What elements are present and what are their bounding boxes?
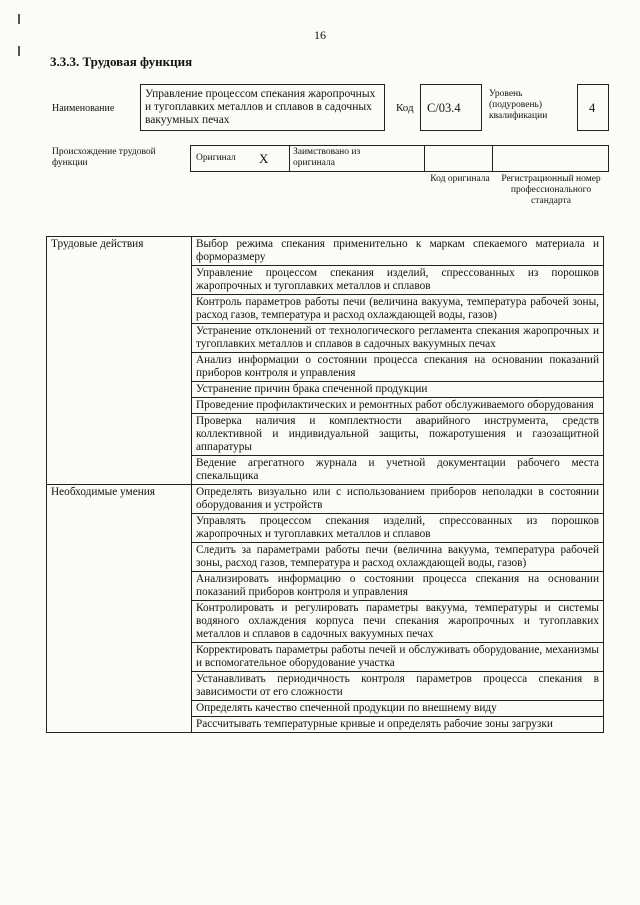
original-mark: X	[259, 151, 269, 166]
labor-actions-heading: Трудовые действия	[47, 237, 192, 485]
labor-action-item: Ведение агрегатного журнала и учетной документации рабочего места спекальщика	[192, 456, 604, 485]
function-name-box	[140, 84, 385, 131]
labor-action-item: Выбор режима спекания применительно к маркам спекаемого материала и форморазмеру	[192, 237, 604, 266]
level-value: 4	[589, 101, 596, 115]
code-label: Код	[396, 102, 414, 114]
labor-action-item: Устранение отклонений от технологического регламента спекания жаропрочных и тугоплавких металлов и сплавов в садочных вакуумных печах	[192, 324, 604, 353]
skill-item: Управлять процессом спекания изделий, спрессованных из порошков жаропрочных и тугоплавких металлов и сплавов	[192, 514, 604, 543]
borrowed-cell	[289, 145, 425, 172]
labor-action-item: Проверка наличия и комплектности аварийного инструмента, средств коллективной и индивидуальной защиты, пожаротушения и газозащитной аппаратуры	[192, 414, 604, 456]
margin-mark	[18, 14, 20, 24]
skill-item: Следить за параметрами работы печи (величина вакуума, температура рабочей зоны, расход газов, температура и расход охлаждающей воды, газов)	[192, 543, 604, 572]
labor-action-item: Управление процессом спекания изделий, спрессованных из порошков жаропрочных и тугоплавких металлов и сплавов	[192, 266, 604, 295]
registration-number-cell	[492, 145, 609, 172]
labor-function-table	[46, 236, 604, 733]
registration-number-caption: Регистрационный номер профессионального стандарта	[501, 174, 601, 206]
level-label: Уровень (подуровень) квалификации	[489, 89, 548, 121]
origin-label: Происхождение трудовой функции	[52, 147, 156, 168]
skill-item: Корректировать параметры работы печей и обслуживать оборудование, механизмы и вспомогательное оборудование участка	[192, 643, 604, 672]
skill-item: Рассчитывать температурные кривые и определять рабочие зоны загрузки	[192, 717, 604, 733]
code-box	[420, 84, 482, 131]
page-number: 16	[314, 28, 326, 42]
margin-mark	[18, 46, 20, 56]
original-label: Оригинал	[196, 153, 236, 163]
labor-action-item: Проведение профилактических и ремонтных работ обслуживаемого оборудования	[192, 398, 604, 414]
required-skills-row	[47, 485, 604, 514]
original-code-caption: Код оригинала	[430, 174, 490, 184]
section-heading: 3.3.3. Трудовая функция	[50, 54, 193, 69]
required-skills-heading: Необходимые умения	[47, 485, 192, 733]
labor-action-item: Анализ информации о состоянии процесса спекания на основании показаний приборов контроля и управления	[192, 353, 604, 382]
skill-item: Контролировать и регулировать параметры вакуума, температуры и системы водяного охлаждения корпуса печи спекания жаропрочных и тугоплавких металлов и сплавов в садочных вакуумных печах	[192, 601, 604, 643]
skill-item: Определять качество спеченной продукции по внешнему виду	[192, 701, 604, 717]
labor-action-item: Устранение причин брака спеченной продукции	[192, 382, 604, 398]
code-value: C/03.4	[427, 101, 461, 115]
function-name: Управление процессом спекания жаропрочных и тугоплавких металлов и сплавов в садочных вакуумных печах	[145, 88, 376, 126]
skill-item: Устанавливать периодичность контроля параметров процесса спекания в зависимости от его сложности	[192, 672, 604, 701]
skill-item: Определять визуально или с использованием приборов неполадки в состоянии оборудования и устройств	[192, 485, 604, 514]
labor-actions-row	[47, 237, 604, 266]
labor-action-item: Контроль параметров работы печи (величина вакуума, температура рабочей зоны, расход газов, температура и расход охлаждающей воды, газов)	[192, 295, 604, 324]
original-cell	[190, 145, 290, 172]
skill-item: Анализировать информацию о состоянии процесса спекания на основании показаний приборов контроля и управления	[192, 572, 604, 601]
original-code-cell	[424, 145, 493, 172]
level-box	[577, 84, 609, 131]
name-label: Наименование	[52, 103, 115, 114]
borrowed-label: Заимствовано из оригинала	[293, 147, 361, 168]
